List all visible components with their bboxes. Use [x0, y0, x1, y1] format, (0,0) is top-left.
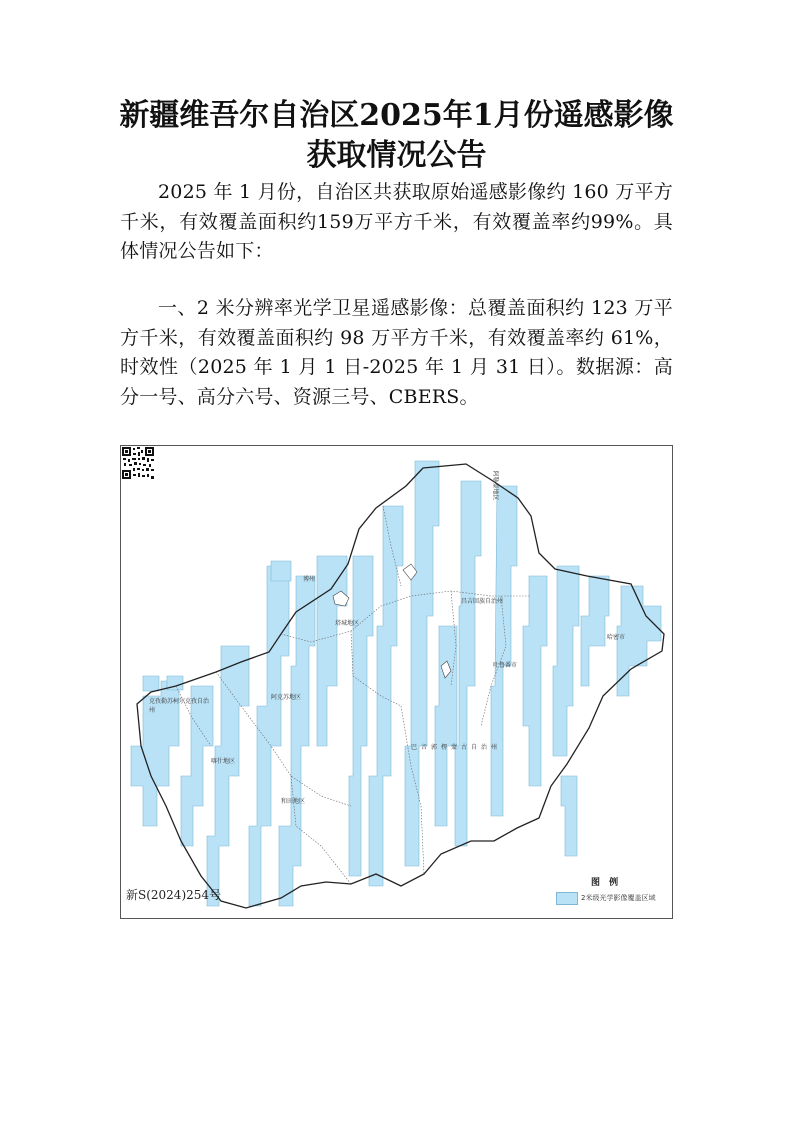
- summary-paragraph: 2025 年 1 月份，自治区共获取原始遥感影像约 160 万平方千米，有效覆盖面积约159万平方千米，有效覆盖率约99%。具体情况公告如下：: [120, 181, 673, 262]
- label-kizilsu: 克孜勒苏柯尔克孜自治州: [149, 698, 210, 714]
- map-canvas: [121, 446, 673, 919]
- label-hami: 哈密市: [607, 634, 626, 641]
- label-hotan: 和田地区: [281, 798, 306, 805]
- label-turpan: 吐鲁番市: [493, 662, 518, 669]
- label-bortala: 博州: [303, 576, 316, 583]
- optical-imagery-paragraph: 一、2 米分辨率光学卫星遥感影像：总覆盖面积约 123 万平方千米，有效覆盖面积约 98 万平方千米，有效覆盖率约 61%，时效性（2025 年 1 月 1 日-2025 年 1 月 31 日）。数据源：高分一号、高分六号、资源三号、CBERS。: [120, 297, 673, 408]
- label-tacheng: 塔城地区: [335, 620, 360, 627]
- title-line-1: 新疆维吾尔自治区2025年1月份遥感影像: [119, 98, 674, 133]
- label-bayingol: 巴音郭楞蒙古自治州: [411, 744, 502, 751]
- label-aksu: 阿克苏地区: [271, 694, 302, 701]
- label-altay: 阿勒泰地区: [491, 470, 499, 501]
- legend-title: 图 例: [591, 878, 622, 888]
- document-title: [100, 96, 693, 176]
- map-approval-number: 新S(2024)254号: [126, 888, 222, 902]
- label-changji: 昌吉回族自治州: [461, 598, 504, 605]
- title-line-2: 获取情况公告: [306, 138, 487, 173]
- label-kashgar: 喀什地区: [211, 758, 236, 765]
- qr-code-icon: [121, 446, 155, 480]
- legend-label: 2米级光学影像覆盖区域: [581, 894, 656, 902]
- legend-swatch: [556, 892, 578, 905]
- coverage-map: [120, 445, 673, 919]
